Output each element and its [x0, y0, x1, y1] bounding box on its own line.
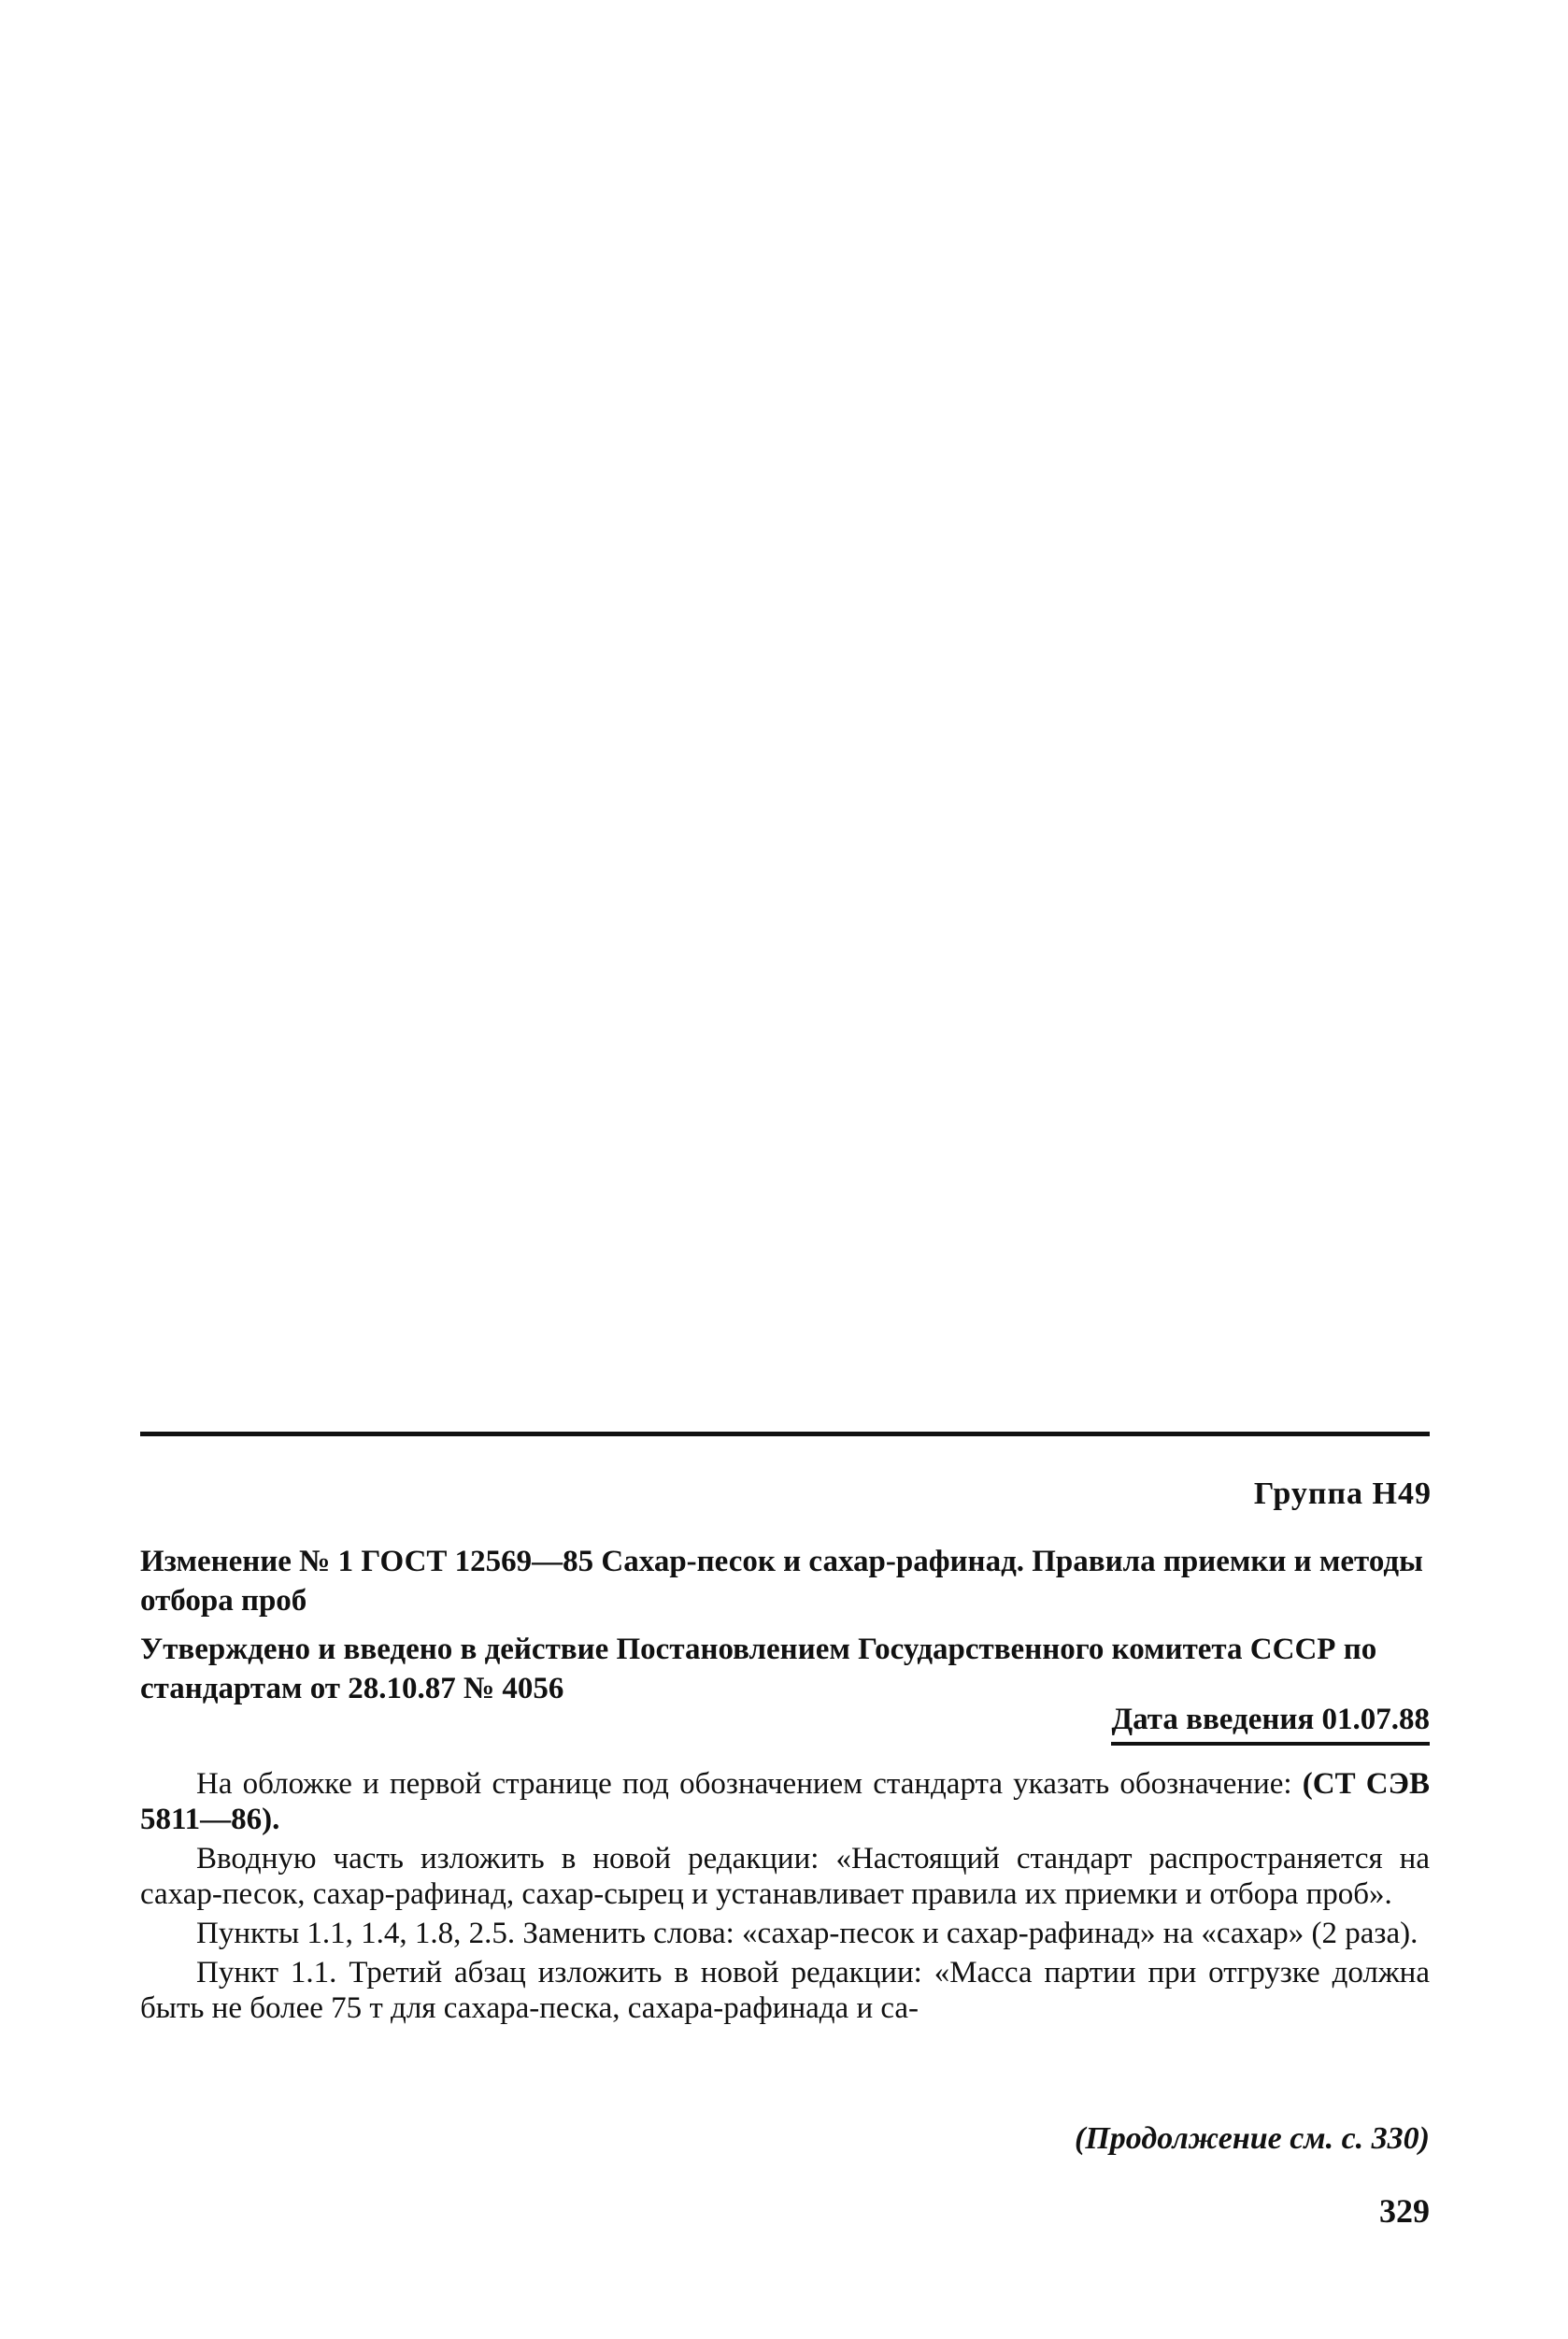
- page-number: 329: [1379, 2192, 1430, 2230]
- amendment-body: [140, 1766, 1430, 2030]
- group-label: Группа Н49: [1253, 1476, 1432, 1511]
- continuation-note: (Продолжение см. с. 330): [1075, 2121, 1430, 2156]
- paragraph-point-1-1: Пункт 1.1. Третий абзац изложить в новой редакции: «Масса партии при отгрузке должна быть не более 75 т для сахара-песка, сахара-рафинада и са-: [140, 1956, 1430, 2025]
- standard-designation: (СТ СЭВ 5811—86).: [140, 1767, 1430, 1836]
- paragraph-text: На обложке и первой странице под обозначением стандарта указать обозначение:: [196, 1767, 1303, 1801]
- introduction-date: Дата введения 01.07.88: [1111, 1701, 1430, 1746]
- paragraph-intro-part: Вводную часть изложить в новой редакции: «Настоящий стандарт распространяется на сахар-песок, сахар-рафинад, сахар-сырец и устанавливает правила их приемки и отбора проб».: [140, 1842, 1430, 1911]
- amendment-title: Изменение № 1 ГОСТ 12569—85 Сахар-песок и сахар-рафинад. Правила приемки и методы отбора проб: [140, 1545, 1423, 1618]
- paragraph-points-replace: Пункты 1.1, 1.4, 1.8, 2.5. Заменить слова: «сахар-песок и сахар-рафинад» на «сахар» (2 раза).: [196, 1917, 1418, 1950]
- paragraph-cover-designation: [140, 1766, 1430, 1837]
- approval-statement: Утверждено и введено в действие Постановлением Государственного комитета СССР по стандартам от 28.10.87 № 4056: [140, 1633, 1377, 1705]
- top-divider: [140, 1432, 1430, 1436]
